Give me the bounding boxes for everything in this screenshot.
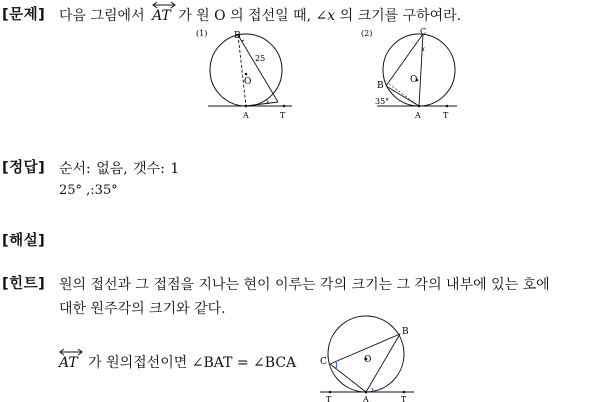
figure-1	[192, 26, 302, 122]
figure-1-label-b: B	[234, 31, 241, 41]
figure-1-angle-given: 25	[255, 54, 266, 63]
explanation-label: [해설]	[2, 233, 46, 249]
problem-statement	[59, 5, 461, 25]
figure-1-circle	[210, 34, 282, 106]
figure-1-point-t	[283, 105, 286, 108]
figure-1-label-o: O	[244, 77, 252, 87]
hint-line-at-notation	[59, 355, 78, 371]
line-at-letters: AT	[152, 8, 171, 24]
figure-2-circle	[383, 34, 455, 106]
figure-2-number: (2)	[361, 29, 373, 38]
hint-line-at-letters: AT	[59, 355, 78, 371]
figure-1-number: (1)	[196, 29, 208, 38]
hint-line-1: 원의 접선과 그 접점을 지나는 현이 이루는 각의 크기는 그 각의 내부에 있는 호에	[59, 277, 550, 293]
figure-3-label-t1: T	[326, 395, 332, 402]
figure-3-label-b: B	[402, 327, 409, 337]
figure-2-label-c: C	[420, 27, 427, 36]
figure-2-angle-x: x	[421, 45, 425, 53]
figure-1-center-dot	[245, 73, 248, 76]
problem-text-2: 가 원 O 의 접선일 때, ∠	[178, 8, 328, 24]
figure-2-chord-cb	[386, 34, 423, 86]
figure-2-label-b: B	[377, 81, 384, 91]
double-arrow-icon	[152, 1, 176, 9]
figure-3	[316, 314, 420, 402]
answer-label: [정답]	[2, 160, 46, 176]
answer-line-2: 25° ,:35°	[59, 183, 118, 198]
figure-3-label-o: O	[364, 355, 372, 365]
figure-2	[355, 26, 470, 122]
hint-label: [힌트]	[2, 276, 46, 292]
figure-3-circle	[328, 316, 404, 392]
figure-2-label-t: T	[443, 111, 449, 120]
line-at-notation	[152, 8, 171, 24]
figure-1-label-a: A	[243, 111, 249, 120]
figure-3-point-a	[365, 391, 368, 394]
figure-2-point-t	[446, 105, 449, 108]
figure-3-label-c: C	[320, 357, 327, 367]
hint-statement-text: 가 원의접선이면 ∠BAT = ∠BCA	[88, 355, 297, 371]
figure-2-label-o: O	[410, 75, 418, 85]
figure-3-point-t2	[403, 391, 406, 394]
hint-double-arrow-icon	[59, 348, 83, 356]
problem-text-3: 의 크기를 구하여라.	[339, 8, 462, 24]
figure-1-label-t: T	[280, 111, 286, 120]
figure-3-label-a: A	[363, 395, 369, 402]
answer-line-1: 순서: 없음, 갯수: 1	[59, 161, 180, 177]
problem-text-1: 다음 그림에서	[59, 8, 145, 24]
figure-1-angle-x: x	[266, 99, 270, 106]
problem-label: [문제]	[2, 7, 46, 23]
figure-1-point-a	[245, 105, 248, 108]
hint-line-2: 대한 원주각의 크기와 같다.	[59, 301, 226, 317]
figure-3-label-t2: T	[401, 395, 407, 402]
hint-statement	[59, 352, 296, 372]
figure-2-chord-ba	[386, 86, 419, 106]
figure-2-angle-given: 35°	[375, 97, 390, 106]
problem-var-x: x	[327, 8, 336, 24]
figure-3-point-t1	[329, 391, 332, 394]
figure-2-label-a: A	[415, 111, 421, 120]
figure-2-point-a	[418, 105, 421, 108]
